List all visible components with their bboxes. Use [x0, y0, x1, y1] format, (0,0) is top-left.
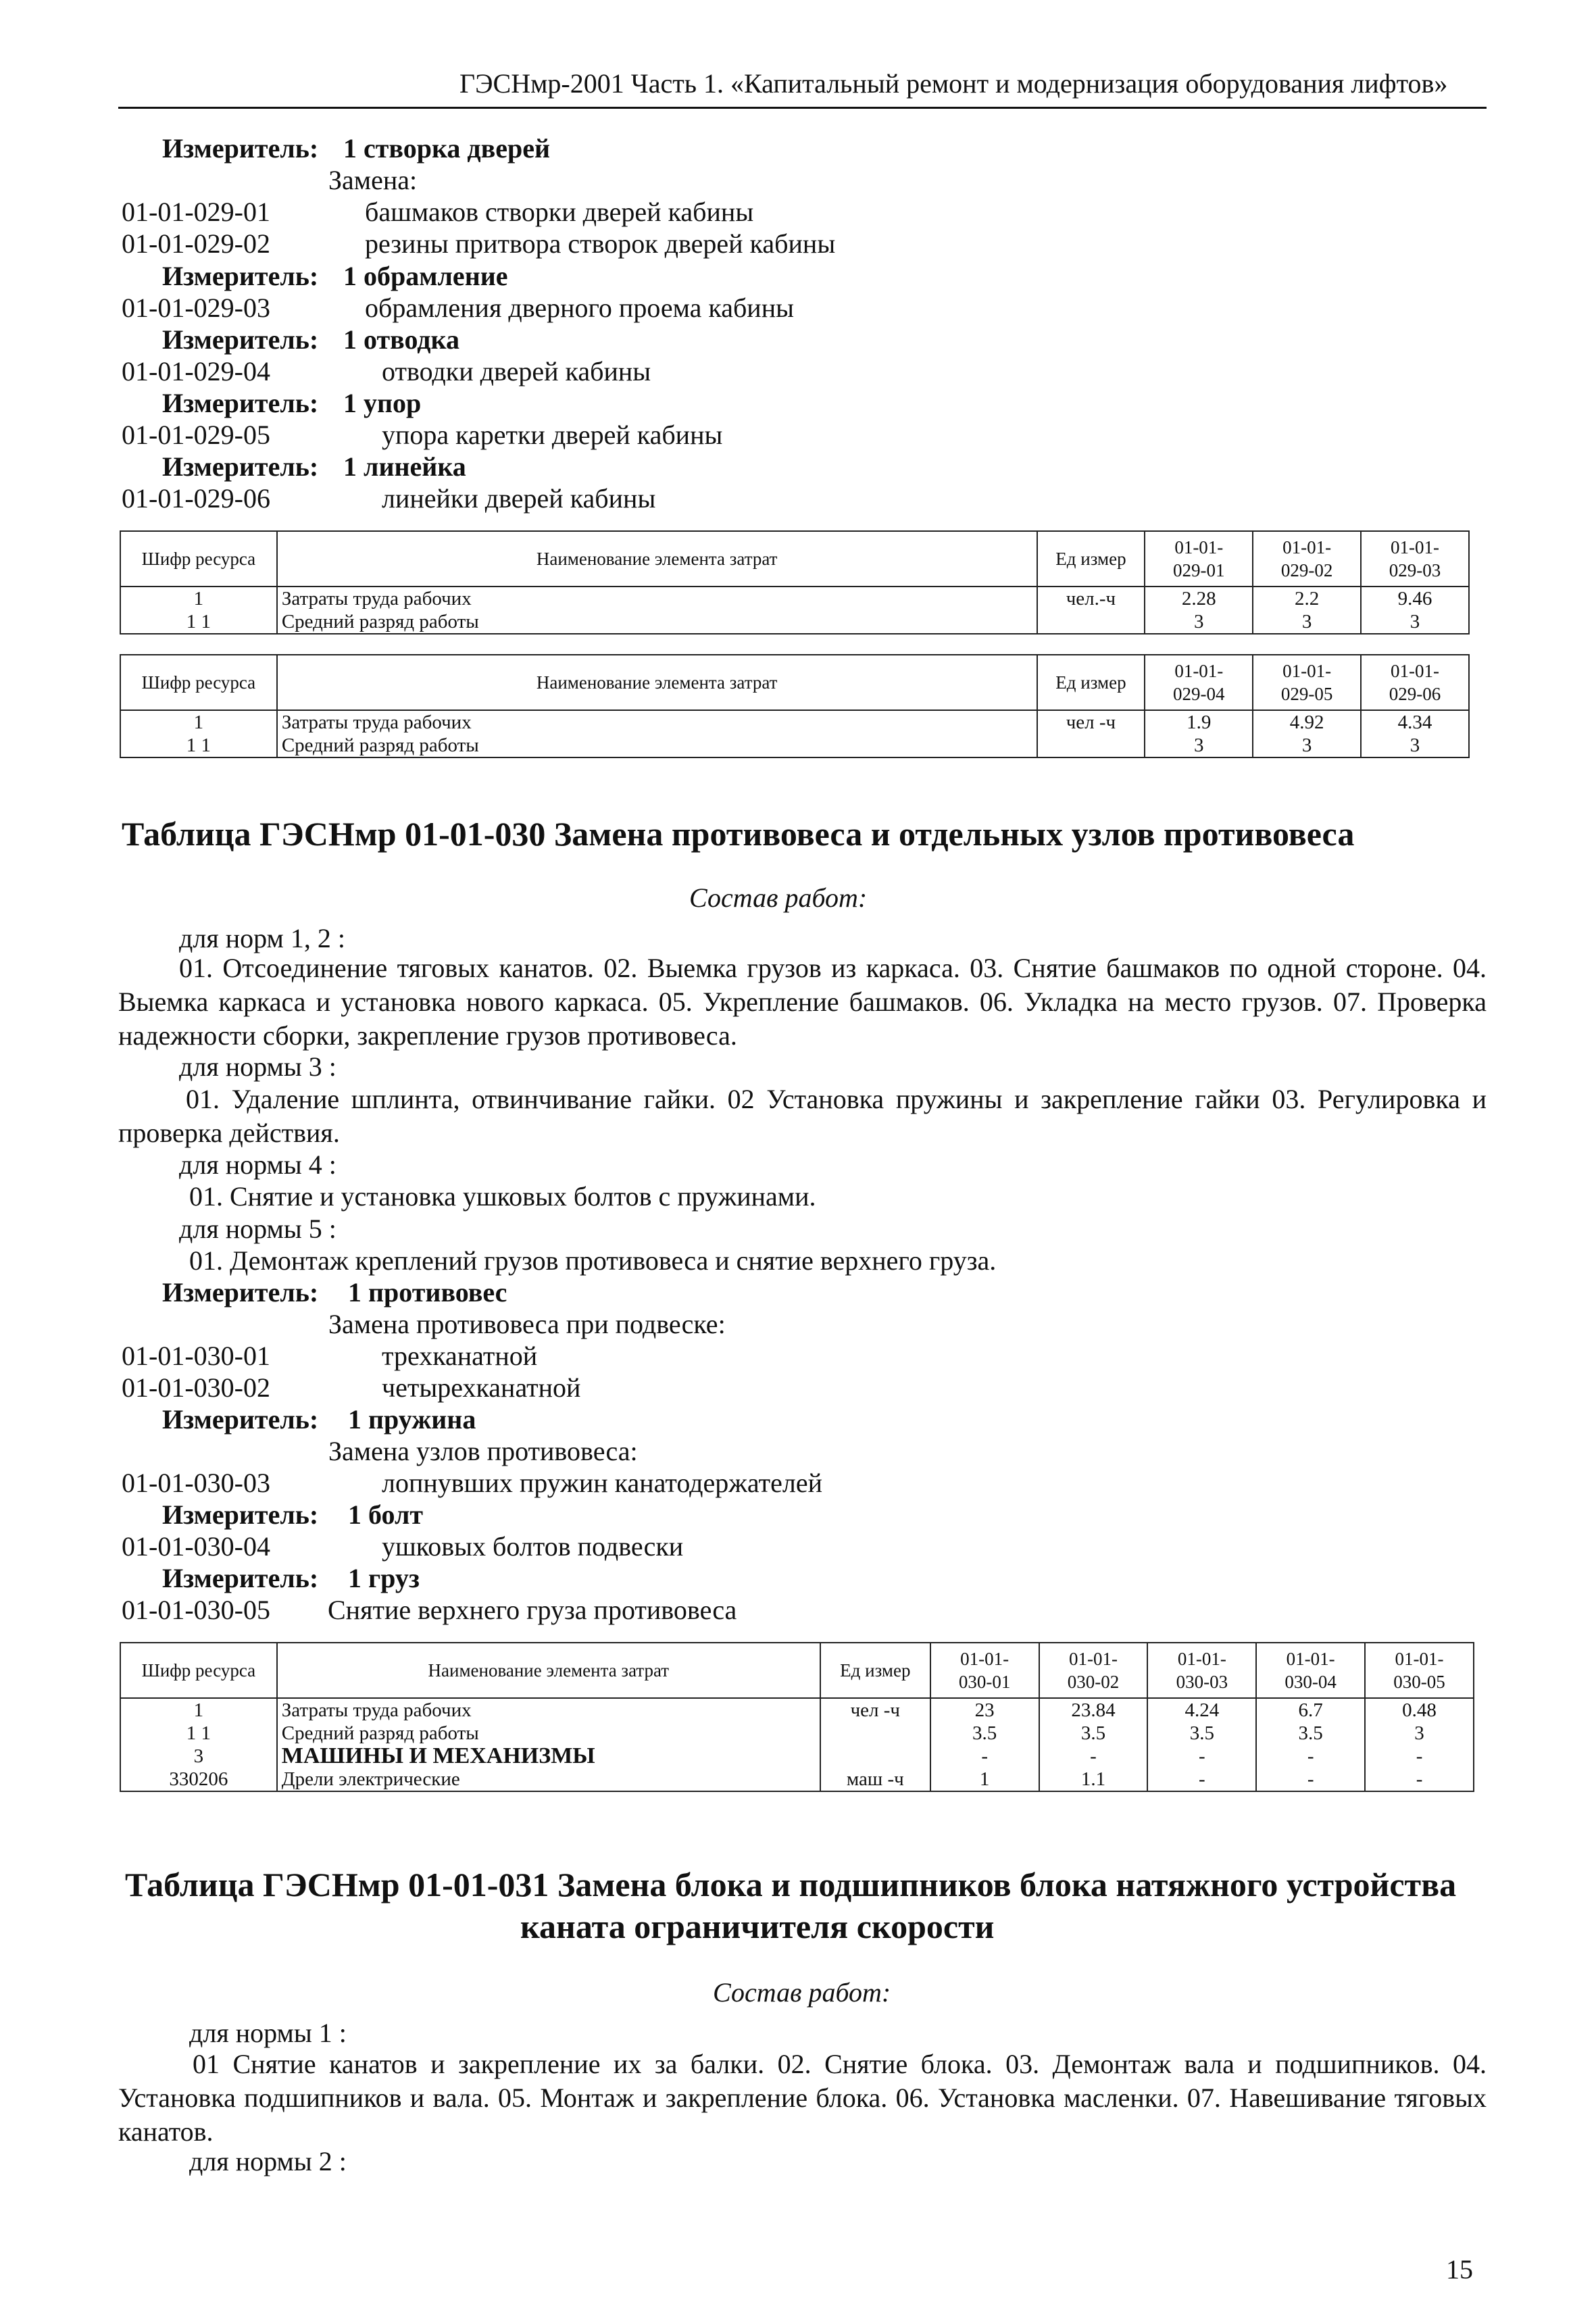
cell-unit [1037, 610, 1145, 634]
measure-unit: 1 обрамление [343, 261, 508, 291]
cell-value: 3 [1253, 610, 1361, 634]
norm-code: 01-01-030-03 [122, 1468, 270, 1498]
col-header-norm: 01-01- 029-06 [1361, 655, 1469, 710]
cell-value: 3 [1145, 610, 1253, 634]
norm-code: 01-01-029-06 [122, 483, 270, 514]
work-composition-label: Состав работ: [713, 1977, 891, 2008]
cell-value: 3.5 [1256, 1722, 1365, 1745]
cell-code: 1 1 [120, 734, 277, 757]
cell-value: 3 [1361, 610, 1469, 634]
col-header-norm: 01-01- 030-04 [1256, 1643, 1365, 1698]
cell-value: 2.28 [1145, 587, 1253, 610]
norm-text: обрамления дверного проема кабины [365, 293, 794, 323]
col-header-norm: 01-01- 029-05 [1253, 655, 1361, 710]
table-row [120, 1768, 1474, 1791]
cell-value: 3 [1253, 734, 1361, 757]
cell-code: 1 1 [120, 610, 277, 634]
header-rule [118, 107, 1487, 109]
measure-label: Измеритель: [162, 324, 319, 355]
norm-text: четырехканатной [382, 1372, 581, 1403]
cell-value: - [930, 1745, 1039, 1768]
cell-value: 1.9 [1145, 710, 1253, 734]
measure-label: Измеритель: [162, 1563, 319, 1593]
norm-scope: для нормы 3 : [179, 1051, 336, 1082]
measure-unit: 1 болт [348, 1499, 424, 1530]
cell-code: 1 [120, 710, 277, 734]
table-row [120, 1722, 1474, 1745]
cell-value: - [1039, 1745, 1148, 1768]
col-header-code: Шифр ресурса [120, 531, 277, 587]
norm-code: 01-01-030-04 [122, 1531, 270, 1562]
page-number: 15 [1446, 2254, 1473, 2285]
norm-code: 01-01-030-02 [122, 1372, 270, 1403]
cell-value: - [1256, 1768, 1365, 1791]
norm-scope: для нормы 4 : [179, 1149, 336, 1180]
running-header: ГЭСНмр-2001 Часть 1. «Капитальный ремонт и модернизация оборудования лифтов» [459, 68, 1448, 99]
norm-code: 01-01-030-05 [122, 1595, 270, 1625]
col-header-norm: 01-01- 030-01 [930, 1643, 1039, 1698]
norm-scope: для норм 1, 2 : [179, 923, 345, 953]
cell-name: Средний разряд работы [277, 1722, 820, 1745]
norm-code: 01-01-030-01 [122, 1341, 270, 1371]
col-header-norm: 01-01- 030-05 [1365, 1643, 1474, 1698]
norm-scope: для нормы 2 : [189, 2146, 347, 2176]
cell-code: 330206 [120, 1768, 277, 1791]
cell-value: 3.5 [1147, 1722, 1256, 1745]
norm-text: отводки дверей кабины [382, 356, 651, 387]
norm-text: башмаков створки дверей кабины [365, 197, 754, 227]
cell-value: 1 [930, 1768, 1039, 1791]
cell-value: 4.34 [1361, 710, 1469, 734]
measure-unit: 1 пружина [348, 1404, 476, 1435]
cell-value: 6.7 [1256, 1698, 1365, 1722]
work-description: 01. Демонтаж креплений грузов противовеса и снятие верхнего груза. [189, 1245, 997, 1276]
cell-code: 3 [120, 1745, 277, 1768]
cell-code: 1 1 [120, 1722, 277, 1745]
norm-text: трехканатной [382, 1341, 538, 1371]
table-row [120, 587, 1469, 610]
cell-value: 3.5 [930, 1722, 1039, 1745]
cell-name: МАШИНЫ И МЕХАНИЗМЫ [277, 1745, 820, 1768]
resource-table-030 [120, 1642, 1474, 1792]
cell-unit [1037, 734, 1145, 757]
cell-value: 3 [1361, 734, 1469, 757]
norm-code: 01-01-029-01 [122, 197, 270, 227]
cell-value: 1.1 [1039, 1768, 1148, 1791]
section-title: Таблица ГЭСНмр 01-01-030 Замена противовеса и отдельных узлов противовеса [122, 815, 1355, 853]
cell-value: 3 [1365, 1722, 1474, 1745]
cell-value: - [1365, 1768, 1474, 1791]
norm-code: 01-01-029-04 [122, 356, 270, 387]
replacement-label: Замена: [328, 165, 418, 195]
resource-table-029-1 [120, 530, 1470, 634]
col-header-norm: 01-01- 029-03 [1361, 531, 1469, 587]
cell-name: Дрели электрические [277, 1768, 820, 1791]
cell-unit: чел.-ч [1037, 587, 1145, 610]
norm-code: 01-01-029-03 [122, 293, 270, 323]
replacement-label: Замена узлов противовеса: [328, 1436, 638, 1466]
measure-label: Измеритель: [162, 133, 319, 164]
cell-unit: чел -ч [1037, 710, 1145, 734]
col-header-unit: Ед измер [820, 1643, 930, 1698]
replacement-label: Замена противовеса при подвеске: [328, 1309, 726, 1339]
cell-value: 2.2 [1253, 587, 1361, 610]
norm-text: упора каретки дверей кабины [382, 420, 723, 450]
col-header-norm: 01-01- 030-02 [1039, 1643, 1148, 1698]
cell-value: - [1365, 1745, 1474, 1768]
cell-value: - [1147, 1768, 1256, 1791]
col-header-name: Наименование элемента затрат [277, 1643, 820, 1698]
cell-name: Затраты труда рабочих [277, 587, 1037, 610]
measure-unit: 1 груз [348, 1563, 420, 1593]
norm-scope: для нормы 5 : [179, 1214, 336, 1244]
norm-code: 01-01-029-05 [122, 420, 270, 450]
table-row [120, 1745, 1474, 1768]
norm-text: Снятие верхнего груза противовеса [328, 1595, 737, 1625]
section-title-cont: каната ограничителя скорости [520, 1908, 995, 1945]
cell-name: Средний разряд работы [277, 734, 1037, 757]
measure-label: Измеритель: [162, 1499, 319, 1530]
cell-unit: маш -ч [820, 1768, 930, 1791]
table-row [120, 710, 1469, 734]
cell-value: 9.46 [1361, 587, 1469, 610]
measure-unit: 1 створка дверей [343, 133, 551, 164]
cell-value: 4.92 [1253, 710, 1361, 734]
norm-text: резины притвора створок дверей кабины [365, 228, 836, 259]
norm-scope: для нормы 1 : [189, 2018, 347, 2048]
work-composition-label: Состав работ: [689, 882, 868, 913]
measure-label: Измеритель: [162, 261, 319, 291]
norm-text: линейки дверей кабины [382, 483, 656, 514]
cell-value: 23.84 [1039, 1698, 1148, 1722]
col-header-norm: 01-01- 029-01 [1145, 531, 1253, 587]
measure-unit: 1 упор [343, 388, 422, 418]
col-header-unit: Ед измер [1037, 655, 1145, 710]
col-header-norm: 01-01- 029-02 [1253, 531, 1361, 587]
work-description: 01. Снятие и установка ушковых болтов с пружинами. [189, 1181, 816, 1212]
table-row [120, 610, 1469, 634]
cell-code: 1 [120, 587, 277, 610]
norm-text: лопнувших пружин канатодержателей [382, 1468, 822, 1498]
resource-table-029-2 [120, 654, 1470, 758]
cell-unit [820, 1745, 930, 1768]
cell-code: 1 [120, 1698, 277, 1722]
work-description: 01 Снятие канатов и закрепление их за балки. 02. Снятие блока. 03. Демонтаж вала и подшипников. 04. Установка подшипников и вала. 05. Монтаж и закрепление блока. 06. Установка масленки. 07. Навешивание тяговых канатов. [118, 2049, 1487, 2147]
col-header-code: Шифр ресурса [120, 1643, 277, 1698]
measure-unit: 1 противовес [348, 1277, 507, 1308]
measure-unit: 1 линейка [343, 451, 466, 482]
norm-text: ушковых болтов подвески [382, 1531, 684, 1562]
cell-value: 3.5 [1039, 1722, 1148, 1745]
cell-name: Затраты труда рабочих [277, 710, 1037, 734]
col-header-code: Шифр ресурса [120, 655, 277, 710]
cell-value: 23 [930, 1698, 1039, 1722]
measure-label: Измеритель: [162, 1277, 319, 1308]
table-row [120, 734, 1469, 757]
section-title: Таблица ГЭСНмр 01-01-031 Замена блока и подшипников блока натяжного устройства [125, 1866, 1457, 1903]
cell-value: - [1256, 1745, 1365, 1768]
cell-value: 0.48 [1365, 1698, 1474, 1722]
col-header-name: Наименование элемента затрат [277, 655, 1037, 710]
cell-unit: чел -ч [820, 1698, 930, 1722]
table-row [120, 1698, 1474, 1722]
cell-name: Средний разряд работы [277, 610, 1037, 634]
cell-value: 3 [1145, 734, 1253, 757]
cell-value: 4.24 [1147, 1698, 1256, 1722]
col-header-unit: Ед измер [1037, 531, 1145, 587]
measure-label: Измеритель: [162, 451, 319, 482]
measure-label: Измеритель: [162, 388, 319, 418]
col-header-name: Наименование элемента затрат [277, 531, 1037, 587]
measure-label: Измеритель: [162, 1404, 319, 1435]
col-header-norm: 01-01- 029-04 [1145, 655, 1253, 710]
col-header-norm: 01-01- 030-03 [1147, 1643, 1256, 1698]
measure-unit: 1 отводка [343, 324, 459, 355]
cell-unit [820, 1722, 930, 1745]
cell-value: - [1147, 1745, 1256, 1768]
work-description: 01. Отсоединение тяговых канатов. 02. Выемка грузов из каркаса. 03. Снятие башмаков по одной стороне. 04. Выемка каркаса и установка нового каркаса. 05. Укрепление башмаков. 06. Укладка на место грузов. 07. Проверка надежности сборки, закрепление грузов противовеса. [118, 953, 1487, 1051]
norm-code: 01-01-029-02 [122, 228, 270, 259]
work-description: 01. Удаление шплинта, отвинчивание гайки. 02 Установка пружины и закрепление гайки 03. Регулировка и проверка действия. [118, 1084, 1487, 1148]
cell-name: Затраты труда рабочих [277, 1698, 820, 1722]
